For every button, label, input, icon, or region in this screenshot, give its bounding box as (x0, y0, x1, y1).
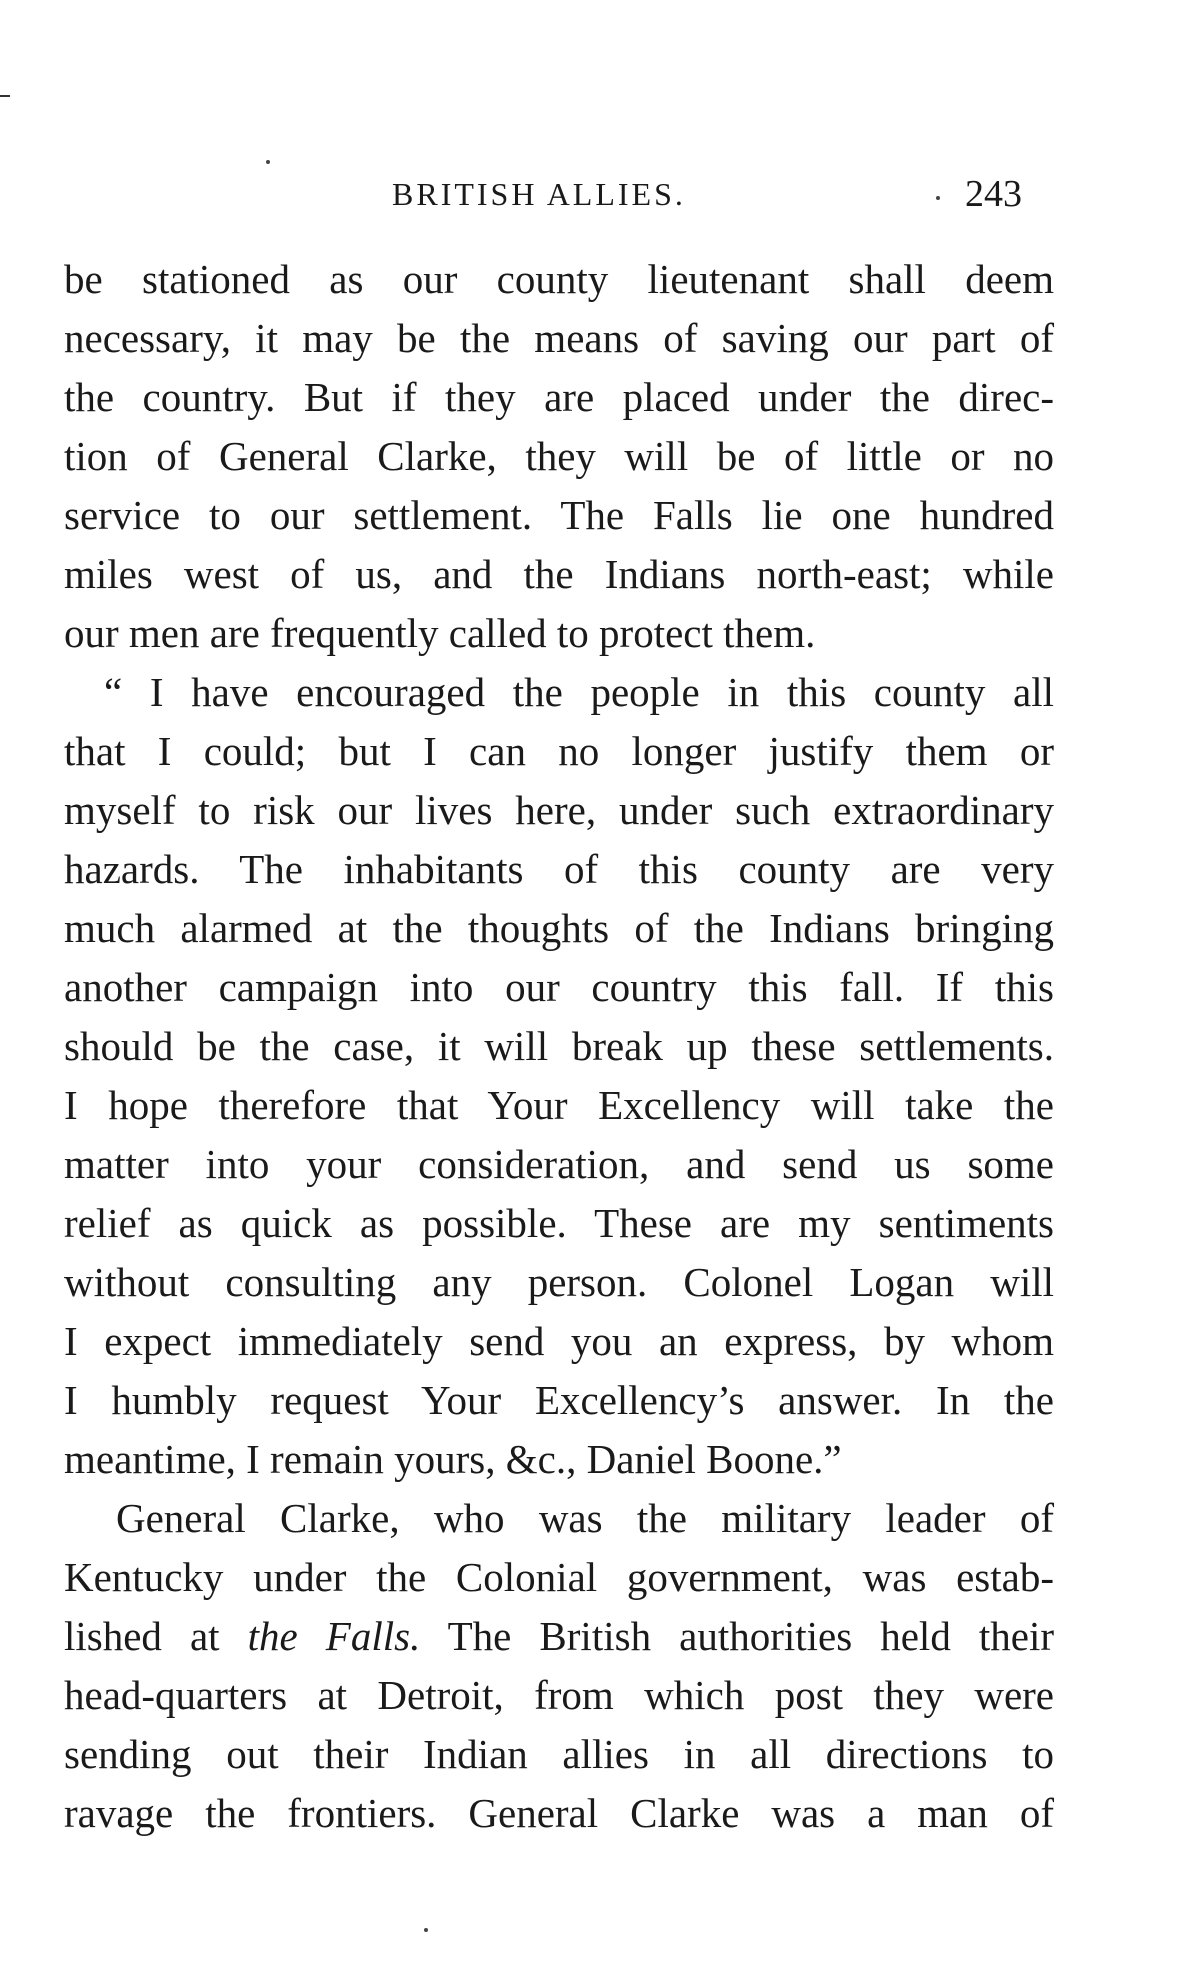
text-line: miles west of us, and the Indians north-east; while (64, 551, 1054, 597)
ink-speck (266, 160, 270, 164)
text-line: I hope therefore that Your Excellency will take the (64, 1082, 1054, 1128)
text-line: our men are frequently called to protect them. (64, 610, 816, 656)
text-line: that I could; but I can no longer justify them or (64, 728, 1054, 774)
text-line: General Clarke, who was the military leader of (116, 1495, 1054, 1541)
text-line: service to our settlement. The Falls lie one hundred (64, 492, 1054, 538)
text-run: The British authorities held their (420, 1613, 1055, 1659)
text-line (64, 1607, 1054, 1666)
ink-speck (424, 1928, 428, 1932)
text-line: I expect immediately send you an express, by whom (64, 1318, 1054, 1364)
italic-phrase: the Falls. (247, 1613, 421, 1659)
text-line: without consulting any person. Colonel Logan will (64, 1259, 1054, 1305)
text-line: be stationed as our county lieutenant shall deem (64, 256, 1054, 302)
body-text (64, 250, 1054, 1843)
text-line: meantime, I remain yours, &c., Daniel Boone.” (64, 1436, 842, 1482)
text-line: tion of General Clarke, they will be of little or no (64, 433, 1054, 479)
text-line: “ I have encouraged the people in this county all (104, 669, 1054, 715)
text-line: ravage the frontiers. General Clarke was a man of (64, 1790, 1054, 1836)
text-line: sending out their Indian allies in all directions to (64, 1731, 1054, 1777)
text-line: myself to risk our lives here, under such extraordinary (64, 787, 1054, 833)
running-title: BRITISH ALLIES. (392, 176, 686, 212)
text-line: should be the case, it will break up these settlements. (64, 1023, 1054, 1069)
text-run: lished at (64, 1613, 248, 1659)
text-line: relief as quick as possible. These are my sentiments (64, 1200, 1054, 1246)
text-line: much alarmed at the thoughts of the Indians bringing (64, 905, 1054, 951)
page-number: 243 (965, 173, 1022, 215)
text-line: I humbly request Your Excellency’s answer. In the (64, 1377, 1054, 1423)
page-header (62, 172, 1042, 216)
text-line: another campaign into our country this fall. If this (64, 964, 1054, 1010)
text-line: hazards. The inhabitants of this county are very (64, 846, 1054, 892)
text-line: head-quarters at Detroit, from which post they were (64, 1672, 1054, 1718)
text-line: matter into your consideration, and send us some (64, 1141, 1054, 1187)
text-line: the country. But if they are placed under the direc- (64, 374, 1054, 420)
margin-mark (0, 95, 10, 97)
text-line: necessary, it may be the means of saving our part of (64, 315, 1054, 361)
text-line: Kentucky under the Colonial government, was estab- (64, 1554, 1054, 1600)
